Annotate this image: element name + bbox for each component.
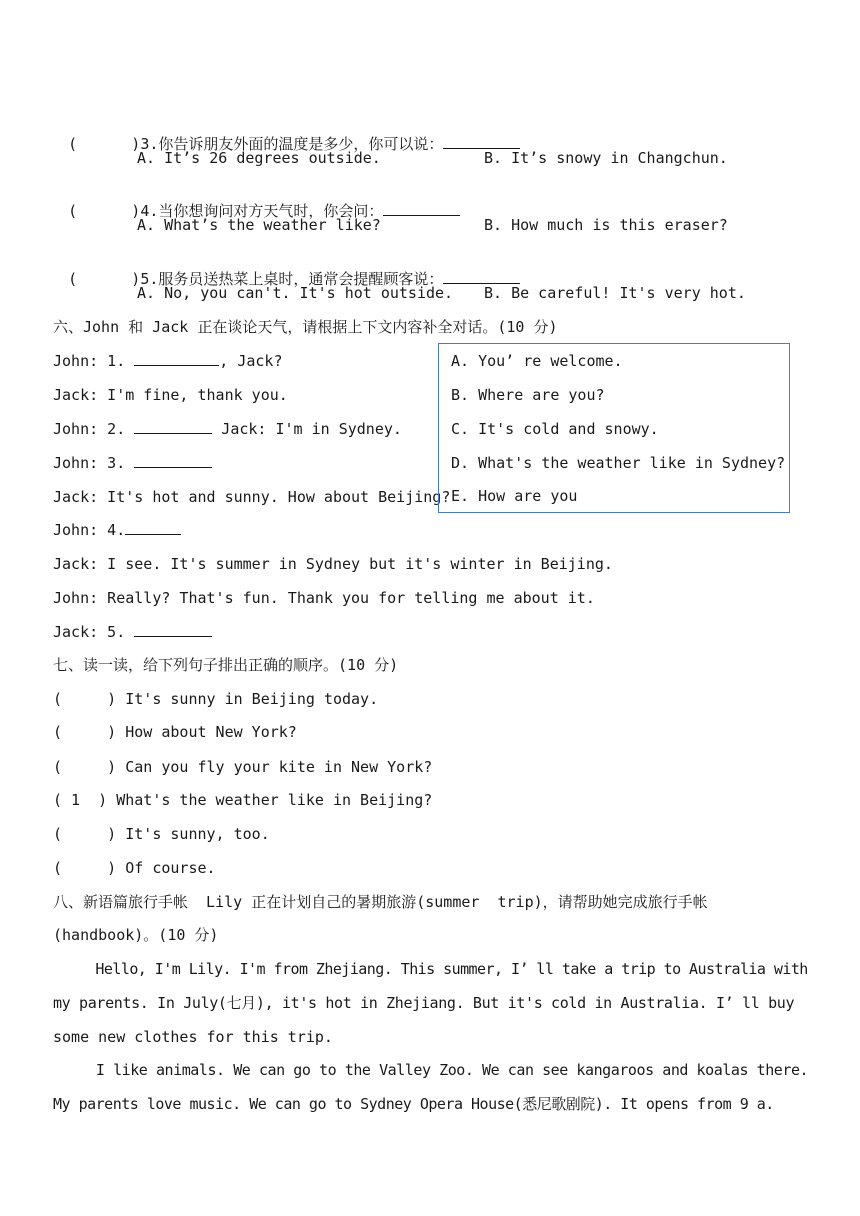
dialogue-text: Jack: I'm in Sydney. — [212, 420, 402, 438]
answer-paren[interactable]: ( ) — [53, 825, 117, 843]
dialogue-line: Jack: It's hot and sunny. How about Beijing? — [53, 488, 451, 506]
option-a: A. No, you can't. It's hot outside. — [137, 284, 454, 302]
sentence-text: It's sunny in Beijing today. — [116, 690, 379, 708]
passage-line: Hello, I'm Lily. I'm from Zhejiang. This summer, I’ ll take a trip to Australia with — [53, 960, 808, 978]
answer-paren[interactable]: ( ) — [53, 758, 117, 776]
option-b: B. Be careful! It's very hot. — [484, 284, 746, 302]
question-text: 4.当你想询问对方天气时，你会问： — [140, 202, 384, 220]
answer-blank[interactable] — [443, 134, 520, 149]
answer-paren[interactable]: ( ) — [68, 202, 141, 220]
ordering-item — [53, 722, 297, 742]
passage-line: some new clothes for this trip. — [53, 1028, 333, 1046]
option-d: D. What's the weather like in Sydney? — [451, 454, 786, 472]
section-8-title: 八、新语篇旅行手帐 Lily 正在计划自己的暑期旅游(summer trip)，请帮助她完成旅行手帐 — [53, 893, 708, 911]
sentence-text: Of course. — [116, 859, 216, 877]
answer-blank[interactable] — [443, 269, 520, 284]
option-b: B. It’s snowy in Changchun. — [484, 149, 728, 167]
dialogue-line — [53, 351, 283, 371]
dialogue-line — [53, 520, 181, 540]
answer-blank[interactable] — [125, 520, 181, 535]
section-7-title: 七、读一读，给下列句子排出正确的顺序。(10 分) — [53, 656, 399, 674]
answer-blank[interactable] — [134, 351, 219, 366]
option-c: C. It's cold and snowy. — [451, 420, 659, 438]
option-e: E. How are you — [451, 487, 578, 505]
option-b: B. How much is this eraser? — [484, 216, 728, 234]
option-a: A. You’ re welcome. — [451, 352, 623, 370]
sentence-text: How about New York? — [116, 723, 297, 741]
ordering-item — [53, 790, 432, 810]
dialogue-text: John: 3. — [53, 454, 135, 472]
dialogue-line: Jack: I see. It's summer in Sydney but it's winter in Beijing. — [53, 555, 613, 573]
question-text: 5.服务员送热菜上桌时，通常会提醒顾客说： — [140, 270, 444, 288]
section-6-title: 六、John 和 Jack 正在谈论天气，请根据上下文内容补全对话。(10 分) — [53, 318, 558, 336]
ordering-item — [53, 858, 216, 878]
sentence-text: What's the weather like in Beijing? — [107, 791, 433, 809]
answer-paren[interactable]: ( ) — [68, 270, 141, 288]
dialogue-line — [53, 622, 212, 642]
dialogue-text: John: 2. — [53, 420, 135, 438]
answer-blank[interactable] — [134, 419, 212, 434]
dialogue-line — [53, 419, 402, 439]
ordering-item — [53, 757, 432, 777]
question-text: 3.你告诉朋友外面的温度是多少，你可以说： — [140, 135, 444, 153]
option-b: B. Where are you? — [451, 386, 605, 404]
passage-line: My parents love music. We can go to Sydney Opera House(悉尼歌剧院). It opens from 9 a. — [53, 1095, 774, 1113]
answer-blank[interactable] — [134, 453, 212, 468]
dialogue-text: Jack: 5. — [53, 623, 135, 641]
ordering-item — [53, 824, 270, 844]
dialogue-text: John: 1. — [53, 352, 135, 370]
dialogue-line: Jack: I'm fine, thank you. — [53, 386, 288, 404]
answer-paren[interactable]: ( ) — [53, 723, 117, 741]
dialogue-line — [53, 453, 212, 473]
answer-blank[interactable] — [134, 622, 212, 637]
answer-blank[interactable] — [383, 201, 460, 216]
option-a: A. What’s the weather like? — [137, 216, 381, 234]
answer-paren[interactable]: ( ) — [68, 135, 141, 153]
option-a: A. It’s 26 degrees outside. — [137, 149, 381, 167]
ordering-item — [53, 689, 378, 709]
sentence-text: It's sunny, too. — [116, 825, 270, 843]
dialogue-text: , Jack? — [219, 352, 283, 370]
passage-line: I like animals. We can go to the Valley Zoo. We can see kangaroos and koalas there. — [53, 1061, 809, 1079]
passage-line: my parents. In July(七月), it's hot in Zhejiang. But it's cold in Australia. I’ ll buy — [53, 994, 795, 1012]
section-8-title-cont: (handbook)。(10 分) — [53, 926, 219, 944]
dialogue-line: John: Really? That's fun. Thank you for telling me about it. — [53, 589, 595, 607]
sentence-text: Can you fly your kite in New York? — [116, 758, 433, 776]
dialogue-text: John: 4. — [53, 521, 126, 539]
answer-paren[interactable]: ( 1 ) — [53, 791, 108, 809]
options-box — [438, 343, 790, 513]
answer-paren[interactable]: ( ) — [53, 859, 117, 877]
answer-paren[interactable]: ( ) — [53, 690, 117, 708]
